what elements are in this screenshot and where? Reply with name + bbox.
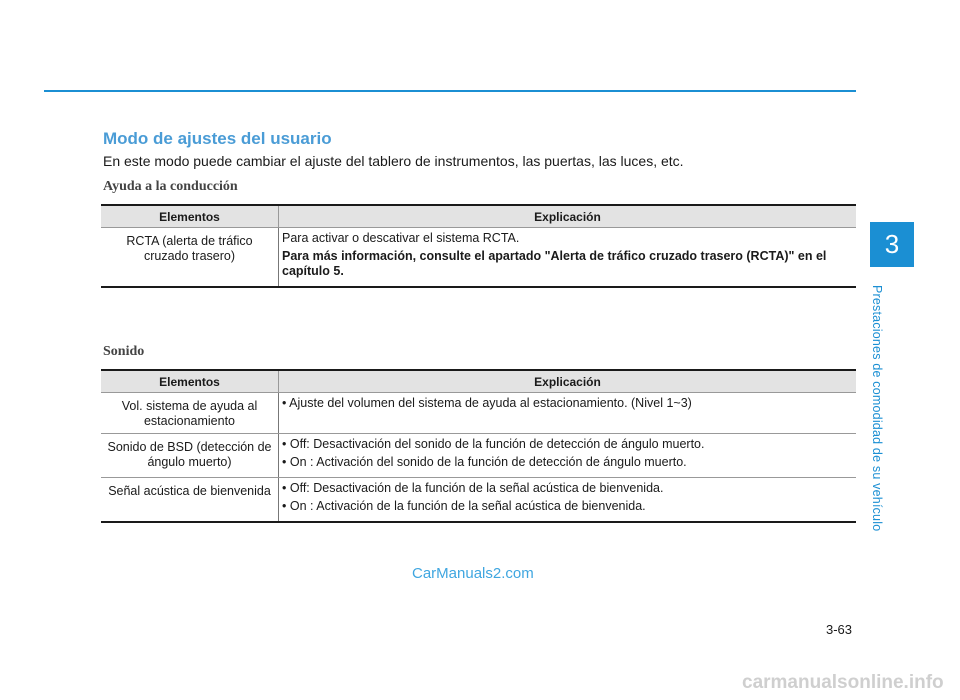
table-row (101, 478, 856, 523)
row-explanation (279, 434, 857, 478)
explanation-line: Para activar o descativar el sistema RCTA. (282, 231, 520, 245)
sound-table (101, 369, 856, 523)
table-row (101, 393, 856, 434)
column-header-explicacion: Explicación (279, 205, 857, 228)
explanation-line: • Off: Desactivación de la función de la señal acústica de bienvenida. (282, 481, 664, 495)
row-item: Vol. sistema de ayuda al estacionamiento (101, 393, 279, 434)
explanation-line: • On : Activación del sonido de la función de detección de ángulo muerto. (282, 455, 687, 469)
explanation-line-reference: Para más información, consulte el apartado "Alerta de tráfico cruzado trasero (RCTA)" en el capítulo 5. (282, 249, 827, 278)
row-explanation (279, 393, 857, 434)
row-item: Sonido de BSD (detección de ángulo muerto) (101, 434, 279, 478)
driving-assist-heading: Ayuda a la conducción (103, 179, 238, 194)
row-explanation (279, 228, 857, 288)
sound-heading: Sonido (103, 344, 145, 359)
page-number: 3-63 (826, 622, 853, 637)
top-rule (44, 90, 856, 92)
driving-assist-table (101, 204, 856, 288)
row-explanation (279, 478, 857, 523)
section-title: Modo de ajustes del usuario (103, 129, 332, 148)
table-header-row (101, 205, 856, 228)
intro-text: En este modo puede cambiar el ajuste del tablero de instrumentos, las puertas, las luces, etc. (103, 153, 684, 169)
explanation-line: • Ajuste del volumen del sistema de ayuda al estacionamiento. (Nivel 1~3) (282, 396, 692, 410)
column-header-explicacion: Explicación (279, 370, 857, 393)
row-item: RCTA (alerta de tráfico cruzado trasero) (101, 228, 279, 288)
chapter-title-text: Prestaciones de comodidad de su vehículo (870, 285, 884, 532)
watermark-carmanuals2: CarManuals2.com (412, 565, 534, 582)
chapter-title-vertical (869, 285, 899, 535)
explanation-line: • On : Activación de la función de la señal acústica de bienvenida. (282, 499, 646, 513)
row-item: Señal acústica de bienvenida (101, 478, 279, 523)
watermark-carmanualsonline: carmanualsonline.info (742, 672, 944, 693)
explanation-line: • Off: Desactivación del sonido de la función de detección de ángulo muerto. (282, 437, 705, 451)
column-header-elementos: Elementos (101, 370, 279, 393)
table-row (101, 228, 856, 288)
table-row (101, 434, 856, 478)
column-header-elementos: Elementos (101, 205, 279, 228)
chapter-number-tab: 3 (870, 222, 914, 267)
table-header-row (101, 370, 856, 393)
